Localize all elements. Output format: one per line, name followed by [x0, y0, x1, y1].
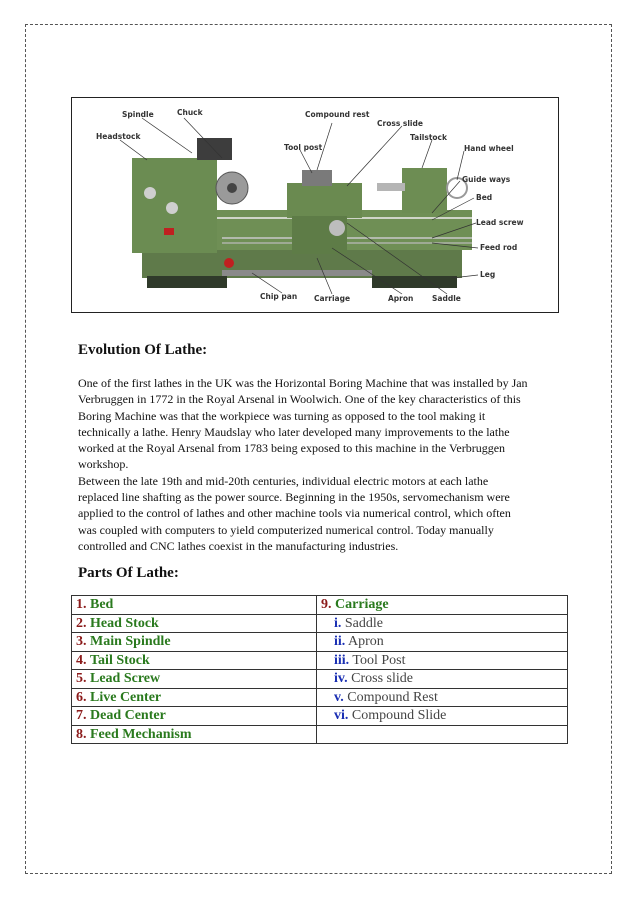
text-line: Between the late 19th and mid-20th centuries, individual electric motors at each lathe	[78, 473, 489, 488]
subpart-number: iii.	[334, 652, 350, 668]
part-cell	[72, 688, 317, 707]
label-guide-ways: Guide ways	[462, 175, 511, 184]
subpart-name: Compound Rest	[347, 689, 438, 705]
table-row	[72, 614, 568, 633]
lathe-leg-left	[147, 276, 227, 288]
label-lead-screw: Lead screw	[476, 218, 524, 227]
lathe-diagram	[71, 97, 559, 313]
text-line: workshop.	[78, 457, 129, 472]
part-number: 8.	[76, 726, 87, 742]
quill	[377, 183, 405, 191]
part-name: Carriage	[335, 597, 389, 613]
label-carriage: Carriage	[314, 294, 351, 303]
label-chip-pan: Chip pan	[260, 292, 298, 301]
part-number: 2.	[76, 615, 87, 631]
subpart-name: Tool Post	[352, 652, 406, 668]
part-number: 4.	[76, 652, 87, 668]
table-row	[72, 670, 568, 689]
table-row	[72, 725, 568, 744]
subpart-cell	[317, 651, 568, 670]
part-cell	[72, 670, 317, 689]
subpart-number: vi.	[334, 708, 349, 724]
label-apron: Apron	[388, 294, 414, 303]
part-name: Tail Stock	[90, 652, 150, 668]
subpart-cell	[317, 670, 568, 689]
part-name: Feed Mechanism	[90, 726, 192, 742]
part-name: Live Center	[90, 689, 162, 705]
carriage-shape	[287, 183, 362, 218]
subpart-cell	[317, 688, 568, 707]
part-name: Main Spindle	[90, 634, 171, 650]
label-tool-post: Tool post	[284, 143, 323, 152]
knob-2	[166, 202, 178, 214]
subpart-cell	[317, 707, 568, 726]
label-tailstock: Tailstock	[410, 133, 447, 142]
tailstock-shape	[402, 168, 447, 213]
part-number: 6.	[76, 689, 87, 705]
tool-post-shape	[302, 170, 332, 186]
table-row	[72, 651, 568, 670]
subpart-number: ii.	[334, 634, 346, 650]
label-spindle: Spindle	[122, 110, 154, 119]
label-compound-rest: Compound rest	[305, 110, 370, 119]
part-number: 7.	[76, 708, 87, 724]
text-line: One of the first lathes in the UK was the Horizontal Boring Machine that was installed by Jan	[78, 376, 528, 390]
chip-pan-shape	[222, 270, 372, 276]
part-number: 5.	[76, 671, 87, 687]
text-line: technically a lathe. Henry Maudslay who later developed many improvements to the lathe	[78, 424, 510, 439]
evolution-title: Evolution Of Lathe:	[78, 342, 208, 358]
text-line: was coupled with computers to yield computerized numerical control. Today manually	[78, 522, 494, 537]
label-hand-wheel: Hand wheel	[464, 144, 514, 153]
subpart-name: Saddle	[344, 615, 383, 631]
evolution-paragraph	[78, 375, 566, 554]
part-number: 3.	[76, 634, 87, 650]
chuck-center	[227, 183, 237, 193]
subpart-cell	[317, 614, 568, 633]
part-cell	[317, 596, 568, 615]
subpart-number: iv.	[334, 671, 348, 687]
text-line: worked at the Royal Arsenal from 1783 being exposed to this machine in the Verbruggen	[78, 441, 506, 456]
part-cell	[72, 614, 317, 633]
part-name: Lead Screw	[90, 671, 161, 687]
handwheel-apron	[329, 220, 345, 236]
table-row	[72, 596, 568, 615]
subpart-name: Compound Slide	[351, 708, 447, 724]
parts-title: Parts Of Lathe:	[78, 565, 179, 581]
label-leg: Leg	[480, 270, 496, 279]
knob-1	[144, 187, 156, 199]
text-line: replaced line shafting as the power source. Beginning in the 1950s, servomechanism were	[78, 490, 510, 505]
subpart-number: i.	[334, 615, 342, 631]
part-number: 9.	[321, 597, 332, 613]
lathe-leg-right	[372, 276, 457, 288]
subpart-name: Cross slide	[351, 671, 413, 687]
part-number: 1.	[76, 597, 87, 613]
part-cell	[72, 725, 317, 744]
empty-cell	[317, 725, 568, 744]
emergency-stop	[224, 258, 234, 268]
part-cell	[72, 633, 317, 652]
text-line: Verbruggen in 1772 in the Royal Arsenal in Woolwich. One of the key characteristics of this	[78, 392, 521, 407]
part-name: Bed	[90, 597, 114, 613]
table-row	[72, 688, 568, 707]
label-saddle: Saddle	[432, 294, 461, 303]
text-line: applied to the control of lathes and other machine tools via numerical control, which often	[78, 506, 511, 521]
warning-plate	[164, 228, 174, 235]
part-cell	[72, 651, 317, 670]
part-cell	[72, 596, 317, 615]
control-box	[197, 138, 232, 160]
subpart-name: Apron	[348, 634, 384, 650]
part-cell	[72, 707, 317, 726]
parts-table	[71, 595, 568, 744]
subpart-cell	[317, 633, 568, 652]
label-bed: Bed	[476, 193, 493, 202]
label-headstock: Headstock	[96, 132, 141, 141]
text-line: Boring Machine was that the workpiece was turning as opposed to the tool making it	[78, 408, 486, 423]
label-cross-slide: Cross slide	[377, 119, 423, 128]
subpart-number: v.	[334, 689, 344, 705]
table-row	[72, 633, 568, 652]
lathe-illustration	[72, 98, 558, 312]
label-chuck: Chuck	[177, 108, 203, 117]
text-line: controlled and CNC lathes coexist in the manufacturing industries.	[78, 538, 399, 553]
part-name: Head Stock	[90, 615, 159, 631]
part-name: Dead Center	[90, 708, 166, 724]
label-feed-rod: Feed rod	[480, 243, 518, 252]
table-row	[72, 707, 568, 726]
